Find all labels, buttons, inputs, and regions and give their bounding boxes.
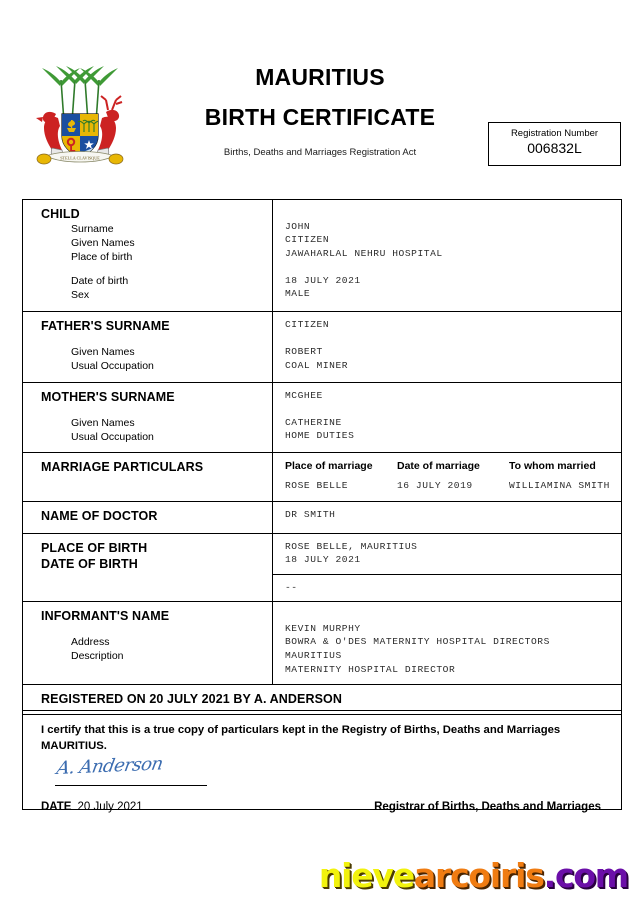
table-row-father bbox=[23, 312, 621, 383]
father-heading: FATHER'S SURNAME bbox=[41, 319, 170, 334]
date-of-birth-heading: DATE OF BIRTH bbox=[41, 557, 138, 572]
informant-address-value: MAURITIUS bbox=[285, 650, 342, 662]
mother-value-spacer bbox=[285, 402, 621, 416]
watermark-part-1: nieve bbox=[318, 856, 414, 895]
marriage-date-header: Date of marriage bbox=[397, 460, 480, 473]
marriage-values-cell bbox=[273, 453, 621, 500]
marriage-to-whom-header: To whom married bbox=[509, 460, 596, 473]
child-value-spacer-top bbox=[285, 206, 621, 220]
registrar-title: Registrar of Births, Deaths and Marriages bbox=[374, 801, 601, 814]
child-sex-value: MALE bbox=[285, 288, 311, 300]
certification-footer bbox=[41, 797, 605, 815]
registration-number-label: Registration Number bbox=[510, 128, 599, 139]
place-date-values-upper bbox=[273, 534, 621, 575]
registered-on-text: REGISTERED ON 20 JULY 2021 BY A. ANDERSON bbox=[41, 692, 342, 707]
informant-name-value: KEVIN MURPHY bbox=[285, 622, 361, 634]
mother-surname-value: MCGHEE bbox=[285, 389, 323, 401]
child-date-of-birth-value: 18 JULY 2021 bbox=[285, 274, 361, 286]
child-given-names-label: Given Names bbox=[71, 236, 135, 249]
watermark-part-3: .com bbox=[543, 856, 628, 895]
page-title-document: BIRTH CERTIFICATE bbox=[204, 104, 436, 131]
child-surname-label: Surname bbox=[71, 222, 114, 235]
marriage-heading: MARRIAGE PARTICULARS bbox=[41, 460, 204, 475]
child-sex-label: Sex bbox=[71, 289, 90, 302]
mother-given-names-value: CATHERINE bbox=[285, 416, 342, 428]
doctor-heading: NAME OF DOCTOR bbox=[41, 508, 158, 523]
registration-number-box bbox=[488, 122, 621, 166]
certificate-details-table bbox=[22, 199, 622, 715]
father-usual-occupation-label: Usual Occupation bbox=[71, 359, 154, 372]
father-usual-occupation-value: COAL MINER bbox=[285, 359, 349, 371]
place-of-birth-value: ROSE BELLE, MAURITIUS bbox=[285, 540, 418, 552]
child-date-of-birth-label: Date of birth bbox=[71, 275, 129, 288]
doctor-name-value: DR SMITH bbox=[285, 508, 336, 520]
place-date-values-lower bbox=[273, 575, 621, 602]
father-given-names-value: ROBERT bbox=[285, 346, 323, 358]
certification-block bbox=[22, 710, 622, 814]
mother-values-cell bbox=[273, 383, 621, 453]
signature-area bbox=[41, 753, 605, 790]
informant-address-label: Address bbox=[71, 636, 110, 649]
mother-labels-cell bbox=[23, 383, 273, 453]
informant-values-cell bbox=[273, 602, 621, 684]
father-labels-cell bbox=[23, 312, 273, 382]
child-given-names-value: CITIZEN bbox=[285, 234, 330, 246]
marriage-place-header: Place of marriage bbox=[285, 460, 373, 473]
registration-number-value: 006832L bbox=[527, 140, 582, 157]
informant-description-label: Description bbox=[71, 650, 124, 663]
child-surname-value: JOHN bbox=[285, 220, 311, 232]
doctor-value-cell bbox=[273, 502, 621, 533]
table-row-informant bbox=[23, 602, 621, 685]
table-row-child bbox=[23, 200, 621, 312]
father-values-cell bbox=[273, 312, 621, 382]
date-of-birth-value: 18 JULY 2021 bbox=[285, 554, 361, 566]
father-surname-value: CITIZEN bbox=[285, 319, 330, 331]
mauritius-coat-of-arms-icon bbox=[28, 60, 132, 168]
mother-heading: MOTHER'S SURNAME bbox=[41, 389, 175, 404]
informant-value-spacer bbox=[285, 608, 621, 622]
informant-labels-cell bbox=[23, 602, 273, 684]
doctor-label-cell bbox=[23, 502, 273, 533]
child-place-of-birth-value: JAWAHARLAL NEHRU HOSPITAL bbox=[285, 247, 443, 259]
informant-description-value: MATERNITY HOSPITAL DIRECTOR bbox=[285, 663, 456, 675]
child-labels-cell bbox=[23, 200, 273, 311]
place-of-birth-heading: PLACE OF BIRTH bbox=[41, 540, 148, 555]
marriage-date-value: 16 JULY 2019 bbox=[397, 480, 473, 492]
informant-organisation-value: BOWRA & O'DES MATERNITY HOSPITAL DIRECTORS bbox=[285, 636, 550, 648]
certification-statement-line1: I certify that this is a true copy of particulars kept in the Registry of Births, Deaths and Marriages bbox=[41, 724, 561, 736]
date-label: DATE bbox=[41, 801, 72, 814]
table-row-place-date-of-birth bbox=[23, 534, 621, 603]
informant-heading: INFORMANT'S NAME bbox=[41, 609, 170, 624]
place-date-secondary-value: -- bbox=[285, 581, 298, 593]
place-date-values-cell bbox=[273, 534, 621, 602]
father-given-names-label: Given Names bbox=[71, 346, 135, 359]
svg-text:STELLA CLAVISQUE: STELLA CLAVISQUE bbox=[60, 155, 100, 161]
table-row-doctor bbox=[23, 502, 621, 534]
table-row-mother bbox=[23, 383, 621, 454]
dodo-figure bbox=[36, 112, 64, 159]
place-date-label-cell bbox=[23, 534, 273, 602]
father-value-spacer bbox=[285, 332, 621, 346]
marriage-label-cell bbox=[23, 453, 273, 500]
date-group bbox=[41, 797, 143, 815]
governing-act-text: Births, Deaths and Marriages Registration Act bbox=[223, 147, 417, 159]
watermark-part-2: arcoiris bbox=[413, 856, 544, 895]
title-block bbox=[160, 65, 480, 158]
mother-usual-occupation-value: HOME DUTIES bbox=[285, 430, 355, 442]
father-label-spacer bbox=[41, 335, 272, 346]
table-row-marriage-particulars bbox=[23, 453, 621, 501]
marriage-column-headers bbox=[285, 459, 621, 474]
mother-given-names-label: Given Names bbox=[71, 416, 135, 429]
deer-figure bbox=[96, 96, 122, 159]
child-values-cell bbox=[273, 200, 621, 311]
marriage-to-whom-value: WILLIAMINA SMITH bbox=[509, 480, 610, 492]
child-place-of-birth-label: Place of birth bbox=[71, 250, 133, 263]
date-value: 20 July 2021 bbox=[77, 801, 143, 814]
signature-line bbox=[55, 785, 207, 786]
child-label-spacer bbox=[41, 264, 272, 275]
informant-label-spacer bbox=[41, 625, 272, 636]
mother-usual-occupation-label: Usual Occupation bbox=[71, 430, 154, 443]
marriage-place-value: ROSE BELLE bbox=[285, 480, 349, 492]
page-title-country: MAURITIUS bbox=[255, 64, 385, 90]
child-value-spacer-mid bbox=[285, 260, 621, 274]
child-heading: CHILD bbox=[41, 207, 80, 221]
certificate-header bbox=[0, 55, 644, 175]
registrar-signature: A. Anderson bbox=[55, 753, 165, 780]
marriage-column-values bbox=[285, 479, 621, 493]
site-watermark bbox=[0, 856, 628, 895]
certification-statement-line2: MAURITIUS. bbox=[41, 739, 107, 752]
mother-label-spacer bbox=[41, 406, 272, 417]
motto-scroll bbox=[46, 152, 114, 163]
